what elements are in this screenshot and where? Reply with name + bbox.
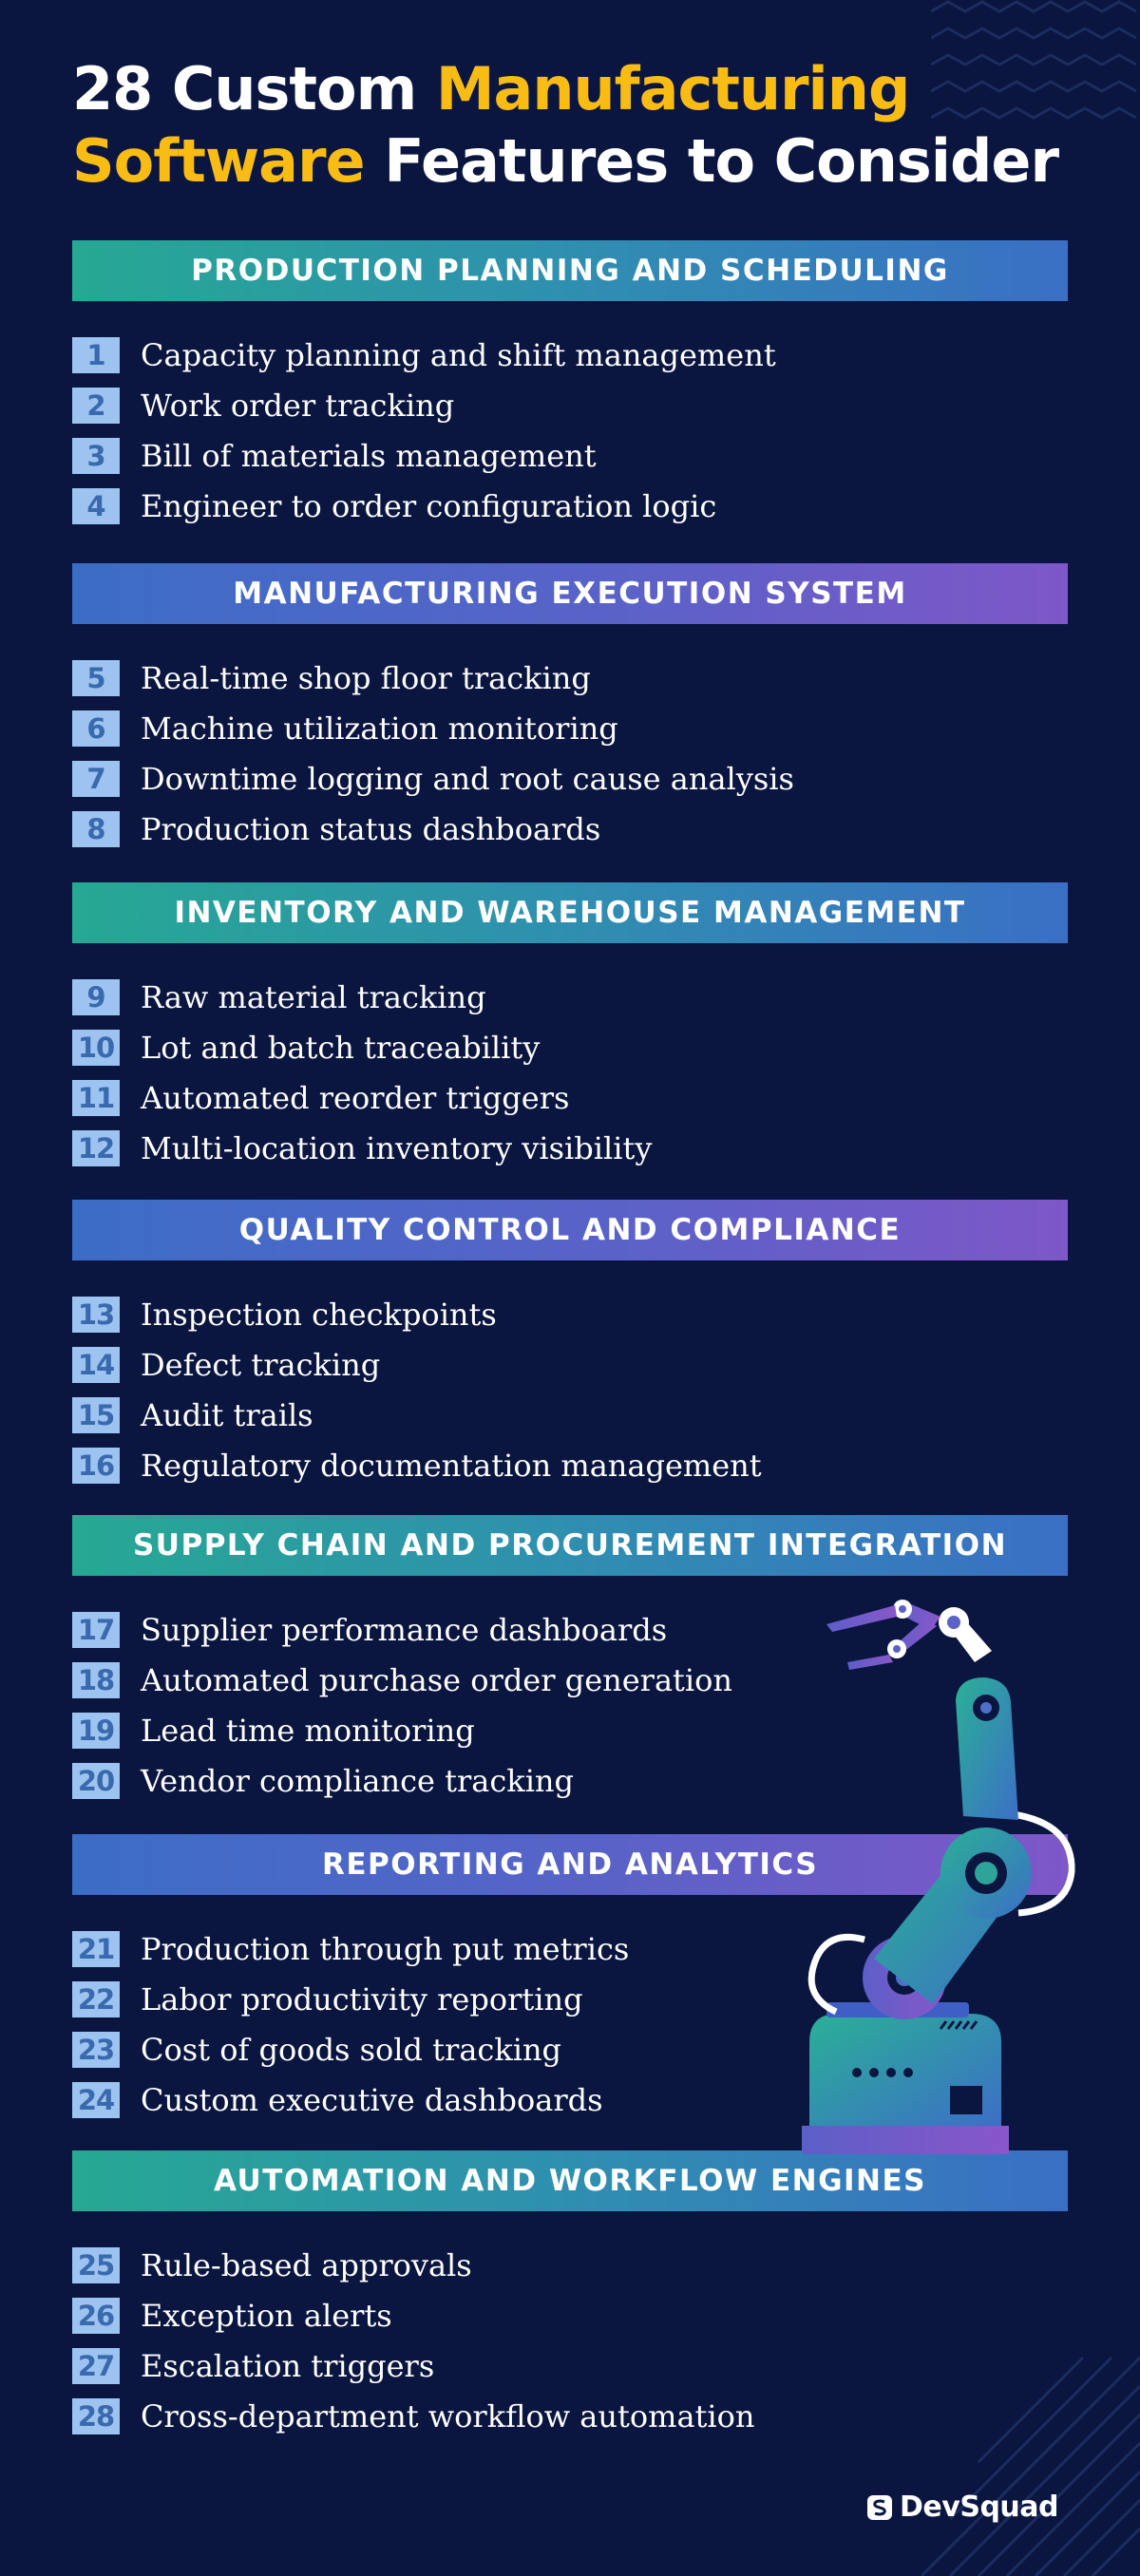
item-number: 19 — [72, 1713, 120, 1749]
item-label: Engineer to order configuration logic — [141, 487, 717, 524]
item-label: Labor productivity reporting — [141, 1980, 583, 2017]
item-number: 14 — [72, 1347, 120, 1383]
item-label: Production status dashboards — [141, 810, 601, 847]
item-label: Automated reorder triggers — [141, 1079, 570, 1116]
title-part-4: Features to Consider — [364, 126, 1059, 196]
list-item — [72, 653, 1068, 703]
title-part-2: Manufacturing — [435, 54, 910, 123]
item-number: 7 — [72, 761, 120, 797]
item-label: Real-time shop floor tracking — [141, 659, 591, 696]
item-number: 3 — [72, 438, 120, 474]
item-label: Downtime logging and root cause analysis — [141, 760, 794, 797]
list-item — [72, 1022, 1068, 1072]
list-item — [72, 1390, 1068, 1440]
item-label: Defect tracking — [141, 1346, 381, 1383]
item-label: Regulatory documentation management — [141, 1447, 762, 1484]
list-item — [72, 753, 1068, 804]
item-number: 11 — [72, 1080, 120, 1116]
list-item — [72, 1339, 1068, 1390]
list-item — [72, 1440, 1068, 1490]
item-number: 6 — [72, 710, 120, 747]
section-heading: REPORTING AND ANALYTICS — [72, 1834, 1068, 1895]
item-label: Custom executive dashboards — [141, 2081, 603, 2118]
list-item — [72, 1289, 1068, 1339]
section-heading: PRODUCTION PLANNING AND SCHEDULING — [72, 240, 1068, 301]
item-number: 28 — [72, 2398, 120, 2434]
item-number: 17 — [72, 1612, 120, 1648]
list-item — [72, 2391, 1068, 2441]
item-number: 18 — [72, 1662, 120, 1698]
list-item — [72, 1072, 1068, 1123]
item-label: Lot and batch traceability — [141, 1029, 541, 1066]
list-item — [72, 703, 1068, 753]
item-label: Multi-location inventory visibility — [141, 1129, 653, 1166]
item-number: 1 — [72, 337, 120, 373]
section-heading: QUALITY CONTROL AND COMPLIANCE — [72, 1200, 1068, 1260]
devsquad-logo-icon — [867, 2495, 892, 2520]
item-number: 8 — [72, 811, 120, 847]
page-title — [72, 53, 1117, 198]
list-item — [72, 804, 1068, 854]
item-number: 25 — [72, 2247, 120, 2283]
item-number: 15 — [72, 1397, 120, 1433]
item-number: 24 — [72, 2082, 120, 2118]
item-label: Production through put metrics — [141, 1930, 630, 1967]
item-number: 12 — [72, 1130, 120, 1166]
list-item — [72, 2340, 1068, 2391]
item-number: 26 — [72, 2298, 120, 2334]
item-label: Lead time monitoring — [141, 1712, 475, 1749]
list-item — [72, 380, 1068, 430]
devsquad-brand — [867, 2491, 1058, 2524]
item-label: Exception alerts — [141, 2297, 392, 2334]
item-label: Rule-based approvals — [141, 2246, 472, 2283]
item-number: 21 — [72, 1931, 120, 1967]
item-label: Machine utilization monitoring — [141, 710, 618, 747]
section-inventory-warehouse — [72, 882, 1068, 1173]
feature-list — [72, 943, 1068, 1173]
item-number: 5 — [72, 660, 120, 696]
item-label: Automated purchase order generation — [141, 1661, 733, 1698]
item-number: 20 — [72, 1763, 120, 1799]
section-heading: INVENTORY AND WAREHOUSE MANAGEMENT — [72, 882, 1068, 943]
brand-name: DevSquad — [900, 2491, 1058, 2524]
item-label: Cost of goods sold tracking — [141, 2031, 562, 2068]
item-number: 16 — [72, 1448, 120, 1484]
item-label: Work order tracking — [141, 387, 455, 424]
item-label: Bill of materials management — [141, 437, 597, 474]
list-item — [72, 330, 1068, 380]
section-heading: AUTOMATION AND WORKFLOW ENGINES — [72, 2150, 1068, 2211]
title-part-3: Software — [72, 126, 365, 196]
section-production-planning — [72, 240, 1068, 531]
list-item — [72, 430, 1068, 481]
item-label: Supplier performance dashboards — [141, 1611, 668, 1648]
list-item — [72, 2240, 1068, 2290]
feature-list — [72, 301, 1068, 531]
item-label: Vendor compliance tracking — [141, 1762, 575, 1799]
feature-list — [72, 624, 1068, 854]
list-item — [72, 1123, 1068, 1173]
section-manufacturing-execution — [72, 563, 1068, 854]
item-number: 23 — [72, 2032, 120, 2068]
section-quality-control — [72, 1200, 1068, 1490]
item-label: Inspection checkpoints — [141, 1296, 497, 1333]
item-label: Escalation triggers — [141, 2347, 435, 2384]
section-heading: SUPPLY CHAIN AND PROCUREMENT INTEGRATION — [72, 1515, 1068, 1576]
section-heading: MANUFACTURING EXECUTION SYSTEM — [72, 563, 1068, 624]
item-label: Cross-department workflow automation — [141, 2397, 755, 2434]
feature-list — [72, 1260, 1068, 1490]
item-number: 2 — [72, 388, 120, 424]
robot-arm-illustration — [798, 1596, 1083, 2156]
item-number: 4 — [72, 488, 120, 524]
feature-list — [72, 2211, 1068, 2441]
list-item — [72, 972, 1068, 1022]
item-label: Audit trails — [141, 1396, 314, 1433]
list-item — [72, 481, 1068, 531]
section-automation-workflow — [72, 2150, 1068, 2441]
list-item — [72, 2290, 1068, 2340]
item-number: 27 — [72, 2348, 120, 2384]
item-number: 10 — [72, 1030, 120, 1066]
item-number: 22 — [72, 1981, 120, 2017]
item-number: 9 — [72, 979, 120, 1015]
title-part-1: 28 Custom — [72, 54, 436, 123]
item-number: 13 — [72, 1297, 120, 1333]
item-label: Capacity planning and shift management — [141, 336, 776, 373]
item-label: Raw material tracking — [141, 978, 486, 1015]
